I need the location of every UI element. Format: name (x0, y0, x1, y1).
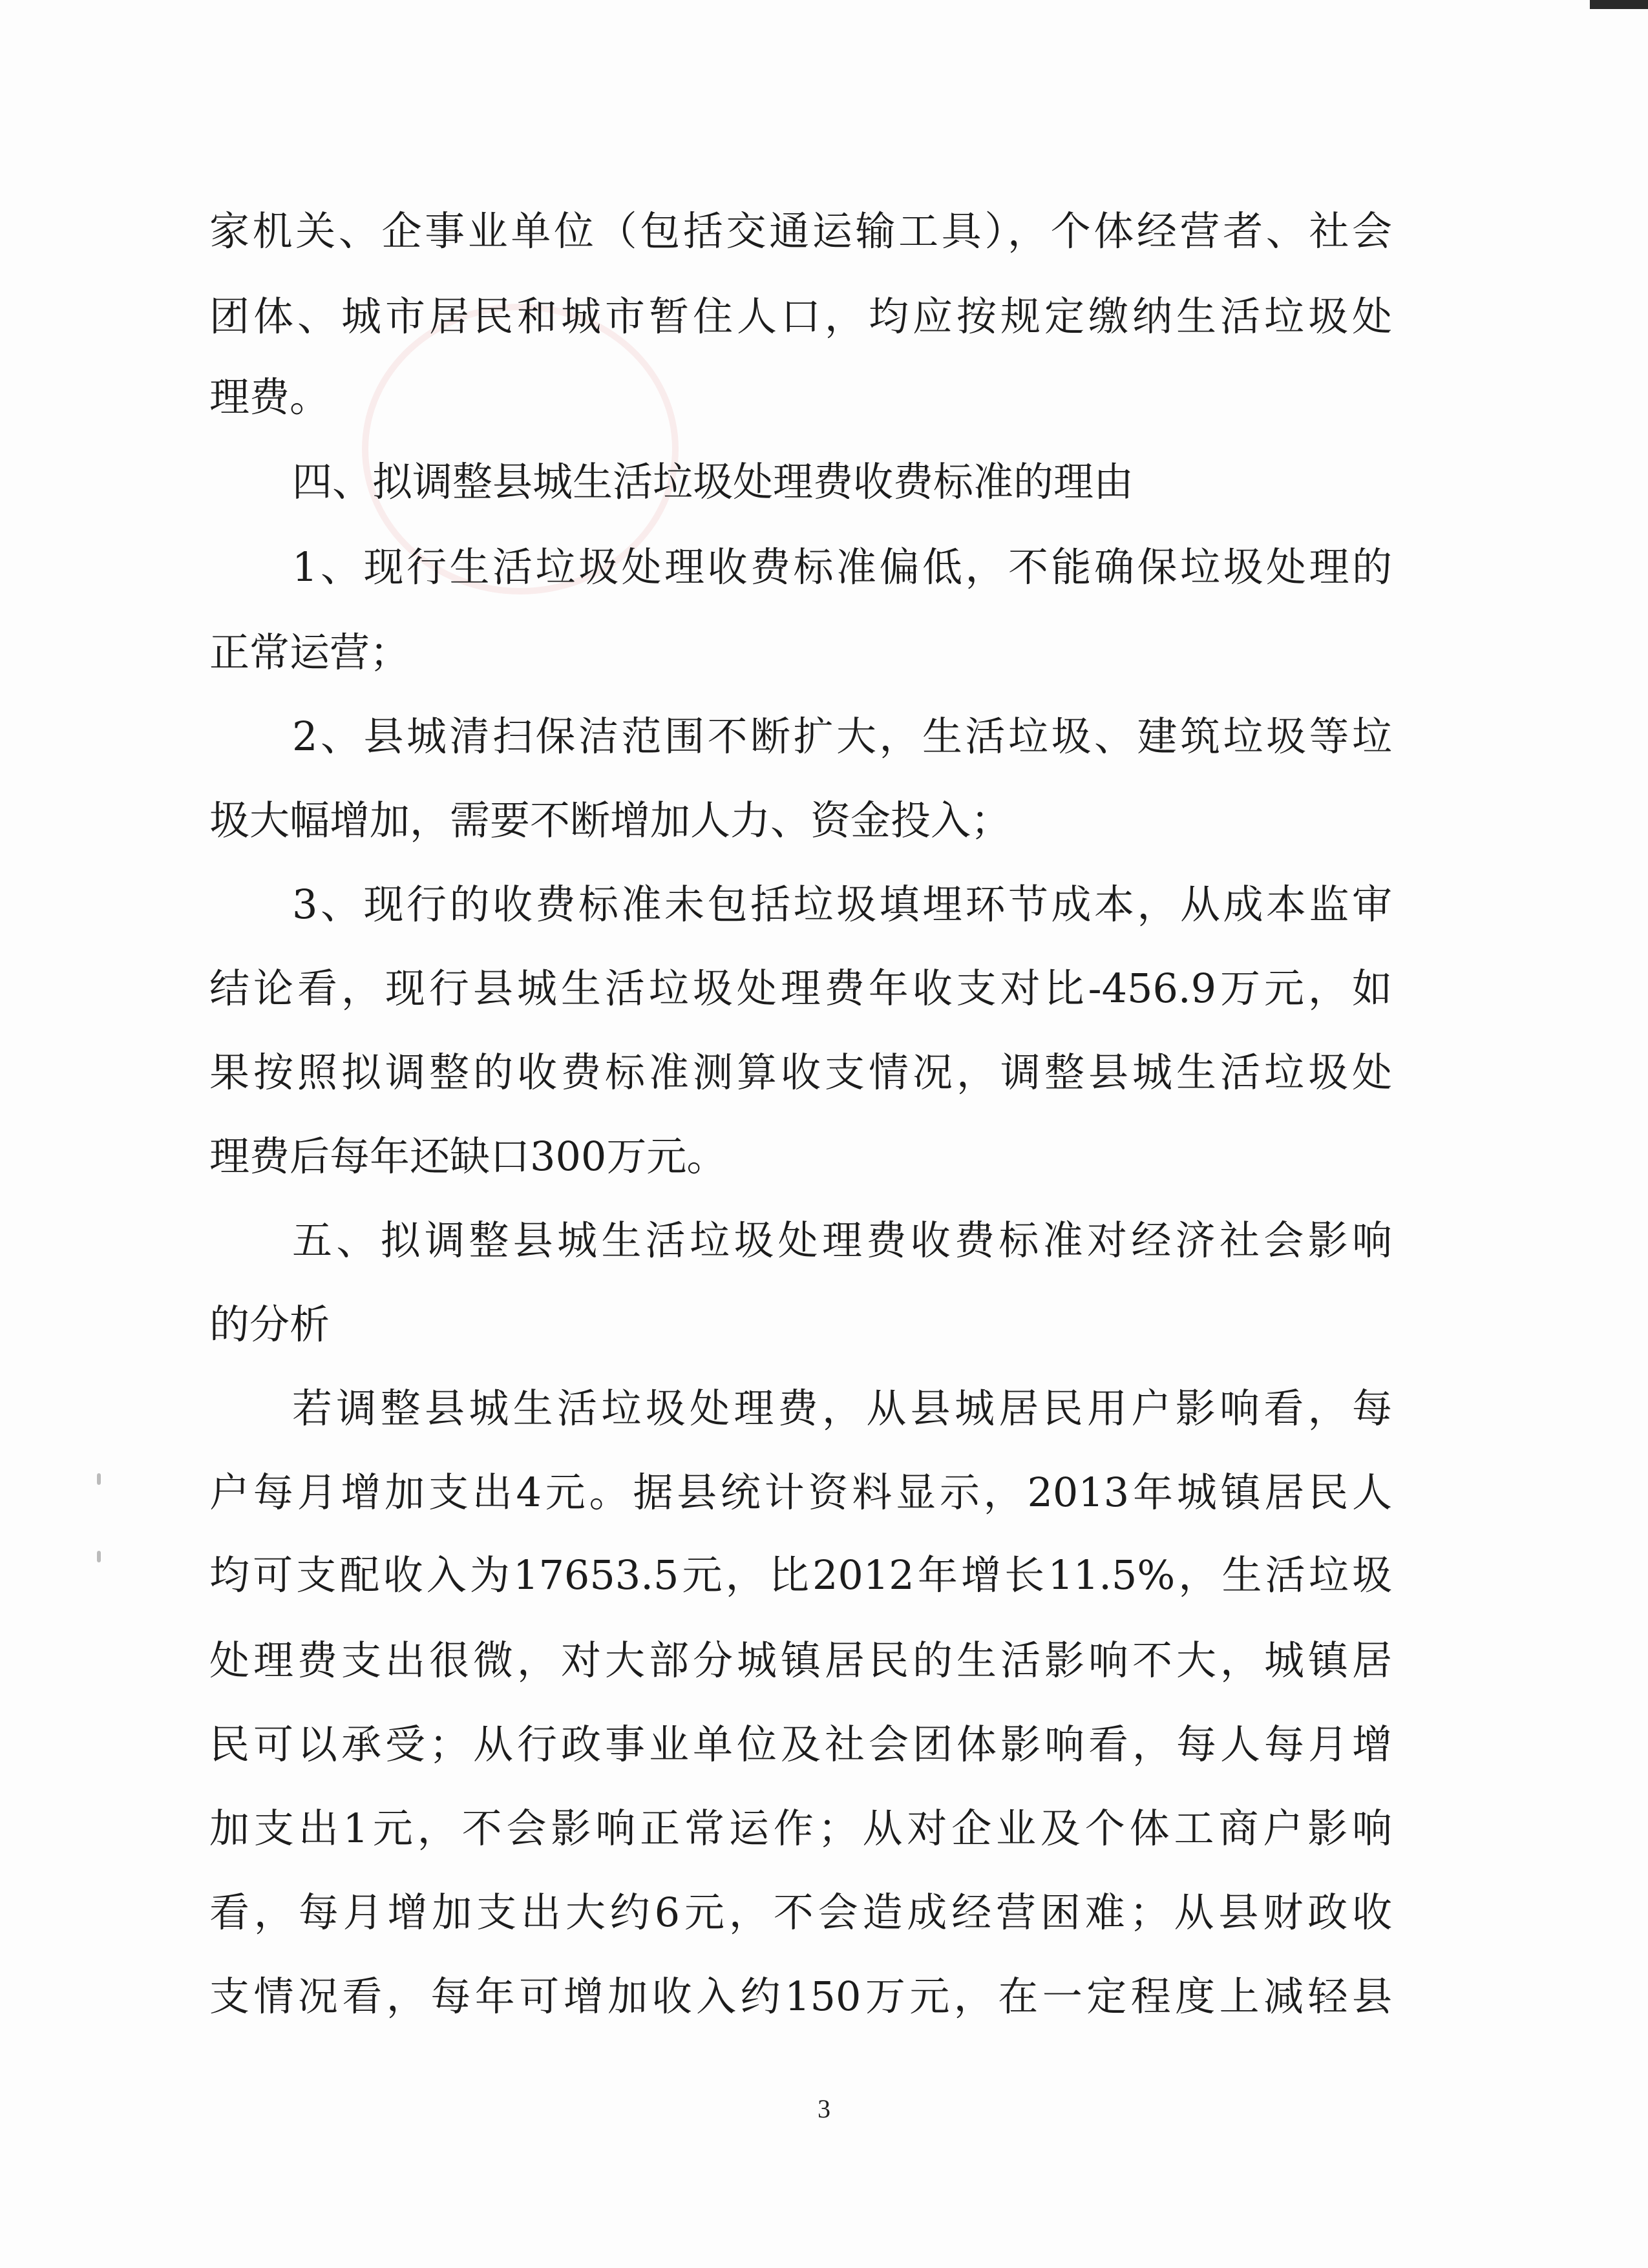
scan-speck (97, 1551, 101, 1562)
body-line: 若调整县城生活垃圾处理费，从县城居民用户影响看，每 (292, 1385, 1392, 1432)
body-line: 理费后每年还缺口300万元。 (209, 1133, 727, 1180)
body-line: 团体、城市居民和城市暂住人口，均应按规定缴纳生活垃圾处 (209, 293, 1392, 340)
scan-edge-mark (1590, 0, 1648, 9)
body-line: 支情况看，每年可增加收入约150万元，在一定程度上减轻县 (209, 1973, 1392, 2020)
section-heading: 四、拟调整县城生活垃圾处理费收费标准的理由 (292, 458, 1134, 505)
section-heading: 五、拟调整县城生活垃圾处理费收费标准对经济社会影响 (292, 1217, 1392, 1264)
body-line: 加支出1元，不会影响正常运作；从对企业及个体工商户影响 (209, 1805, 1392, 1852)
body-line: 正常运营； (209, 629, 410, 676)
body-line: 看，每月增加支出大约6元，不会造成经营困难；从县财政收 (209, 1889, 1392, 1936)
body-line: 结论看，现行县城生活垃圾处理费年收支对比-456.9万元，如 (209, 965, 1392, 1012)
body-line: 2、县城清扫保洁范围不断扩大，生活垃圾、建筑垃圾等垃 (292, 713, 1392, 760)
body-line: 均可支配收入为17653.5元，比2012年增长11.5%，生活垃圾 (209, 1551, 1392, 1599)
scan-speck (97, 1473, 101, 1485)
body-line: 1、现行生活垃圾处理收费标准偏低，不能确保垃圾处理的 (292, 543, 1392, 591)
body-line: 民可以承受；从行政事业单位及社会团体影响看，每人每月增 (209, 1721, 1392, 1768)
body-line: 3、现行的收费标准未包括垃圾填埋环节成本，从成本监审 (292, 881, 1392, 928)
section-heading: 的分析 (209, 1301, 330, 1348)
body-line: 理费。 (209, 373, 330, 421)
page-number: 3 (818, 2094, 830, 2123)
body-line: 家机关、企事业单位（包括交通运输工具），个体经营者、社会 (209, 207, 1392, 255)
body-line: 处理费支出很微，对大部分城镇居民的生活影响不大，城镇居 (209, 1637, 1392, 1684)
body-line: 户每月增加支出4元。据县统计资料显示，2013年城镇居民人 (209, 1469, 1392, 1516)
body-line: 果按照拟调整的收费标准测算收支情况，调整县城生活垃圾处 (209, 1049, 1392, 1096)
body-line: 圾大幅增加，需要不断增加人力、资金投入； (209, 797, 1011, 844)
